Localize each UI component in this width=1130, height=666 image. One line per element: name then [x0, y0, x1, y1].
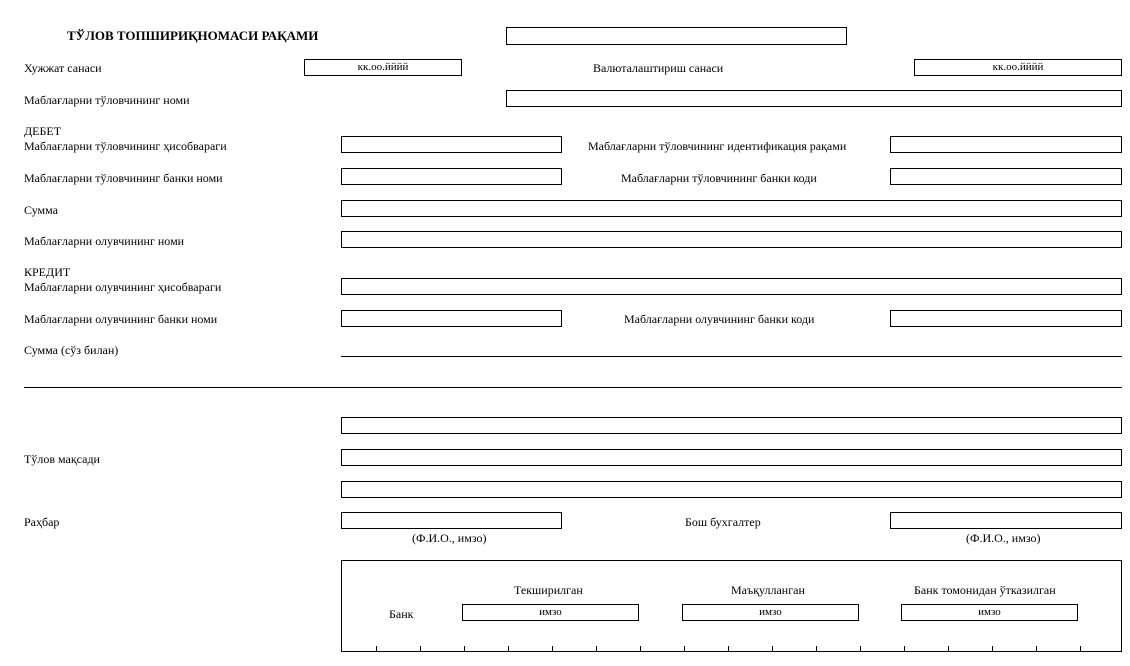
bank-transferred-signature[interactable]: имзо: [901, 604, 1078, 621]
accountant-caption: (Ф.И.О., имзо): [966, 531, 1041, 545]
receiver-bank-code-field[interactable]: [890, 310, 1122, 327]
doc-date-field[interactable]: кк.оо.йййй: [304, 59, 462, 76]
purpose-label: Тўлов мақсади: [24, 452, 100, 466]
accountant-label: Бош бухгалтер: [685, 515, 761, 529]
payer-id-field[interactable]: [890, 136, 1122, 153]
payer-bank-code-label: Маблағларни тўловчининг банки коди: [621, 171, 817, 185]
valuation-date-label: Валюталаштириш санаси: [593, 61, 724, 75]
receiver-account-field[interactable]: [341, 278, 1122, 295]
receiver-name-label: Маблағларни олувчининг номи: [24, 234, 185, 248]
bank-tick: [596, 646, 597, 652]
bank-tick: [772, 646, 773, 652]
receiver-name-field[interactable]: [341, 231, 1122, 248]
receiver-bank-name-field[interactable]: [341, 310, 562, 327]
bank-transferred-label: Банк томонидан ўтказилган: [914, 583, 1056, 597]
receiver-bank-name-label: Маблағларни олувчининг банки номи: [24, 312, 218, 326]
receiver-account-label: Маблағларни олувчининг ҳисобвараги: [24, 280, 222, 294]
bank-tick: [376, 646, 377, 652]
payer-name-field[interactable]: [506, 90, 1122, 107]
sum-words-line[interactable]: [341, 356, 1122, 357]
debit-heading: ДЕБЕТ: [24, 124, 62, 138]
order-number-field[interactable]: [506, 27, 847, 45]
bank-tick: [728, 646, 729, 652]
bank-tick: [992, 646, 993, 652]
doc-date-label: Хужжат санаси: [24, 61, 102, 75]
payer-bank-name-field[interactable]: [341, 168, 562, 185]
payer-id-label: Маблағларни тўловчининг идентификация рақами: [588, 139, 847, 153]
head-signature-field[interactable]: [341, 512, 562, 529]
payer-account-field[interactable]: [341, 136, 562, 153]
head-caption: (Ф.И.О., имзо): [412, 531, 487, 545]
form-title: ТЎЛОВ ТОПШИРИҚНОМАСИ РАҚАМИ: [67, 28, 319, 43]
bank-checked-signature[interactable]: имзо: [462, 604, 639, 621]
accountant-signature-field[interactable]: [890, 512, 1122, 529]
payer-account-label: Маблағларни тўловчининг ҳисобвараги: [24, 139, 227, 153]
bank-tick: [552, 646, 553, 652]
bank-tick: [464, 646, 465, 652]
bank-approved-signature[interactable]: имзо: [682, 604, 859, 621]
bank-tick: [420, 646, 421, 652]
bank-tick: [508, 646, 509, 652]
payer-name-label: Маблағларни тўловчининг номи: [24, 93, 190, 107]
payer-bank-code-field[interactable]: [890, 168, 1122, 185]
bank-label: Банк: [389, 607, 414, 621]
bank-tick: [904, 646, 905, 652]
bank-tick: [816, 646, 817, 652]
bank-tick: [684, 646, 685, 652]
receiver-bank-code-label: Маблағларни олувчининг банки коди: [624, 312, 815, 326]
bank-checked-label: Текширилган: [514, 583, 583, 597]
purpose-field-3[interactable]: [341, 481, 1122, 498]
bank-tick: [1080, 646, 1081, 652]
bank-tick: [948, 646, 949, 652]
bank-tick: [860, 646, 861, 652]
bank-tick: [640, 646, 641, 652]
valuation-date-field[interactable]: кк.оо.йййй: [914, 59, 1122, 76]
credit-heading: КРЕДИТ: [24, 265, 71, 279]
payer-bank-name-label: Маблағларни тўловчининг банки номи: [24, 171, 223, 185]
sum-words-label: Сумма (сўз билан): [24, 343, 119, 357]
sum-words-line-2[interactable]: [24, 387, 1122, 388]
bank-section-bottom-line: [342, 651, 1121, 652]
purpose-field-2[interactable]: [341, 449, 1122, 466]
head-label: Раҳбар: [24, 515, 60, 529]
purpose-field-1[interactable]: [341, 417, 1122, 434]
sum-label: Сумма: [24, 203, 58, 217]
bank-tick: [1036, 646, 1037, 652]
sum-field[interactable]: [341, 200, 1122, 217]
bank-approved-label: Маъқулланган: [731, 583, 805, 597]
